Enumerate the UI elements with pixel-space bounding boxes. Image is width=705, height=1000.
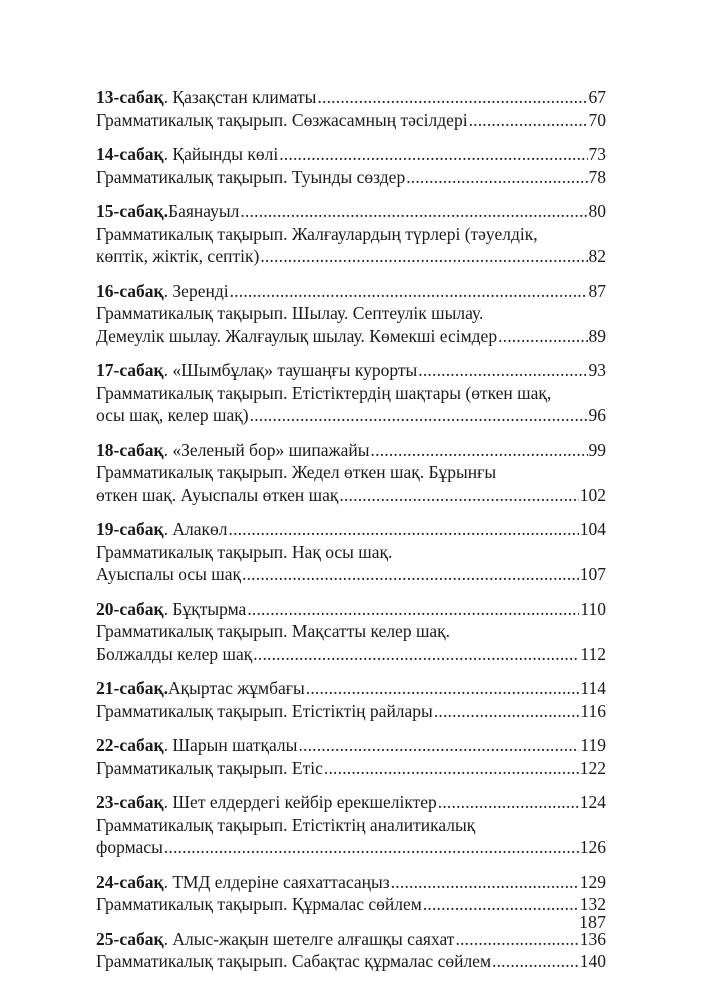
toc-line [96, 563, 606, 586]
dot-leader [240, 200, 587, 223]
dot-leader [434, 700, 580, 723]
topic-text: Грамматикалық тақырып. Мақсатты келер шақ. [96, 621, 451, 641]
toc-line [96, 518, 606, 541]
lesson-number: 13-сабақ [96, 87, 164, 107]
lesson-title: . «Шымбұлақ» таушаңғы курорты [163, 360, 418, 380]
lesson-number: 18-сабақ [96, 439, 164, 460]
topic-text: өткен шақ. Ауыспалы өткен шақ [96, 484, 339, 505]
toc-line [96, 439, 606, 462]
toc-entry [96, 200, 606, 268]
page-ref: 93 [588, 360, 606, 380]
toc-line [96, 245, 606, 268]
page-ref: 132 [579, 894, 606, 914]
toc-line [96, 950, 606, 973]
toc-line [96, 928, 606, 951]
page-ref: 140 [579, 951, 606, 971]
page-ref: 80 [588, 201, 606, 221]
page-ref: 129 [579, 871, 606, 892]
dot-leader [242, 563, 579, 586]
lesson-number: 19-сабақ [96, 519, 164, 539]
lesson-number: 24-сабақ [96, 871, 164, 892]
lesson-number: 15-сабақ. [96, 201, 169, 221]
topic-text: Демеулік шылау. Жалғаулық шылау. Көмекші есімдер [96, 325, 498, 346]
toc-entry [96, 598, 606, 666]
toc-line [96, 109, 606, 132]
lesson-title: . ТМД елдеріне саяхаттасаңыз [163, 871, 390, 892]
page-ref: 89 [588, 325, 606, 346]
toc-entry [96, 280, 606, 348]
page-ref: 110 [580, 598, 606, 619]
topic-text: Грамматикалық тақырып. Туынды сөздер [96, 166, 406, 187]
dot-leader [492, 950, 579, 973]
toc-line [96, 620, 606, 643]
dot-leader [455, 928, 578, 951]
toc-entry [96, 928, 606, 973]
page-ref: 112 [580, 643, 606, 664]
page-number: 187 [579, 912, 606, 932]
topic-text: Грамматикалық тақырып. Етіс [96, 757, 323, 778]
dot-leader [498, 325, 587, 348]
toc-entry [96, 143, 606, 188]
toc-line [96, 280, 606, 303]
dot-leader [230, 280, 588, 303]
page-ref: 96 [588, 405, 606, 425]
toc-entry [96, 86, 606, 131]
lesson-number: 17-сабақ [96, 360, 164, 380]
toc-entry [96, 871, 606, 916]
toc-line [96, 734, 606, 757]
topic-text: Грамматикалық тақырып. Шылау. Септеулік шылау. [96, 303, 484, 323]
lesson-title: . Бұқтырма [163, 598, 247, 619]
dot-leader [406, 166, 587, 189]
lesson-title: Баянауыл [168, 201, 240, 221]
dot-leader [253, 643, 579, 666]
toc-line [96, 700, 606, 723]
lesson-title: . Қайынды көлі [163, 144, 279, 164]
page-ref: 102 [579, 484, 606, 505]
topic-text: формасы [96, 837, 163, 857]
toc-entry [96, 359, 606, 427]
topic-text: Грамматикалық тақырып. Сабақтас құрмалас сөйлем [96, 951, 492, 971]
toc-line [96, 404, 606, 427]
lesson-title: . Зеренді [163, 280, 229, 301]
page-ref: 70 [588, 109, 606, 130]
lesson-number: 23-сабақ [96, 792, 164, 812]
page-ref: 104 [579, 519, 606, 539]
dot-leader [423, 893, 579, 916]
lesson-title: . Шарын шатқалы [163, 735, 298, 755]
toc-line [96, 643, 606, 666]
dot-leader [260, 245, 587, 268]
toc-line [96, 893, 606, 916]
dot-leader [250, 404, 588, 427]
topic-text: Грамматикалық тақырып. Етістіктердің шақтары (өткен шақ, [96, 382, 552, 403]
page-ref: 99 [588, 439, 606, 460]
page-ref: 73 [588, 144, 606, 164]
lesson-number: 14-сабақ [96, 144, 164, 164]
lesson-title: . «Зеленый бор» шипажайы [163, 439, 370, 460]
toc-line [96, 677, 606, 700]
page-ref: 82 [588, 246, 606, 266]
toc-line [96, 598, 606, 621]
dot-leader [247, 598, 579, 621]
dot-leader [339, 484, 578, 507]
lesson-number: 20-сабақ [96, 598, 164, 619]
toc-line [96, 791, 606, 814]
page-ref: 122 [579, 757, 606, 778]
toc-line [96, 541, 606, 564]
topic-text: көптік, жіктік, септік) [96, 246, 260, 266]
topic-text: Грамматикалық тақырып. Етістіктің аналитикалық [96, 814, 476, 835]
toc-line [96, 871, 606, 894]
dot-leader [279, 143, 587, 166]
topic-text: Грамматикалық тақырып. Жедел өткен шақ. Бұрынғы [96, 462, 497, 482]
toc-entry [96, 677, 606, 722]
dot-leader [371, 439, 588, 462]
toc-entry [96, 518, 606, 586]
dot-leader [298, 734, 579, 757]
page-ref: 126 [579, 837, 606, 857]
dot-leader [438, 791, 579, 814]
lesson-number: 16-сабақ [96, 280, 164, 301]
lesson-title: . Алакөл [163, 519, 228, 539]
table-of-contents [96, 86, 606, 985]
toc-line [96, 484, 606, 507]
toc-line [96, 86, 606, 109]
topic-text: Грамматикалық тақырып. Құрмалас сөйлем [96, 894, 422, 914]
toc-line [96, 166, 606, 189]
dot-leader [324, 757, 579, 780]
toc-line [96, 143, 606, 166]
toc-entry [96, 734, 606, 779]
topic-text: Грамматикалық тақырып. Нақ осы шақ. [96, 541, 393, 562]
lesson-title: . Алыс-жақын шетелге алғашқы саяхат [163, 928, 455, 949]
dot-leader [229, 518, 579, 541]
dot-leader [469, 109, 588, 132]
lesson-title: Ақыртас жұмбағы [168, 678, 305, 698]
topic-text: Грамматикалық тақырып. Етістіктің райлары [96, 700, 433, 721]
toc-entry [96, 791, 606, 859]
lesson-title: . Шет елдердегі кейбір ерекшеліктер [163, 792, 437, 812]
lesson-title: . Қазақстан климаты [163, 87, 317, 107]
toc-line [96, 223, 606, 246]
toc-line [96, 757, 606, 780]
dot-leader [317, 86, 587, 109]
toc-line [96, 325, 606, 348]
toc-entry [96, 439, 606, 507]
topic-text: Ауыспалы осы шақ [96, 564, 242, 584]
lesson-number: 21-сабақ. [96, 678, 169, 698]
toc-line [96, 836, 606, 859]
toc-line [96, 359, 606, 382]
page-ref: 87 [588, 280, 606, 301]
toc-line [96, 302, 606, 325]
topic-text: Грамматикалық тақырып. Сөзжасамның тәсілдері [96, 109, 468, 130]
dot-leader [306, 677, 580, 700]
toc-line [96, 382, 606, 405]
page-ref: 116 [580, 700, 606, 721]
lesson-number: 22-сабақ [96, 735, 164, 755]
dot-leader [391, 871, 579, 894]
page-ref: 67 [588, 87, 606, 107]
topic-text: Болжалды келер шақ [96, 643, 253, 664]
page-ref: 78 [588, 166, 606, 187]
lesson-number: 25-сабақ [96, 928, 164, 949]
dot-leader [418, 359, 587, 382]
page-ref: 119 [580, 735, 606, 755]
topic-text: Грамматикалық тақырып. Жалғаулардың түрлері (тәуелдік, [96, 223, 538, 244]
page-ref: 107 [579, 564, 606, 584]
page-ref: 124 [579, 792, 606, 812]
dot-leader [164, 836, 579, 859]
toc-line [96, 461, 606, 484]
topic-text: осы шақ, келер шақ) [96, 405, 249, 425]
page-ref: 136 [579, 928, 606, 949]
toc-line [96, 814, 606, 837]
toc-line [96, 200, 606, 223]
page-ref: 114 [580, 678, 606, 698]
